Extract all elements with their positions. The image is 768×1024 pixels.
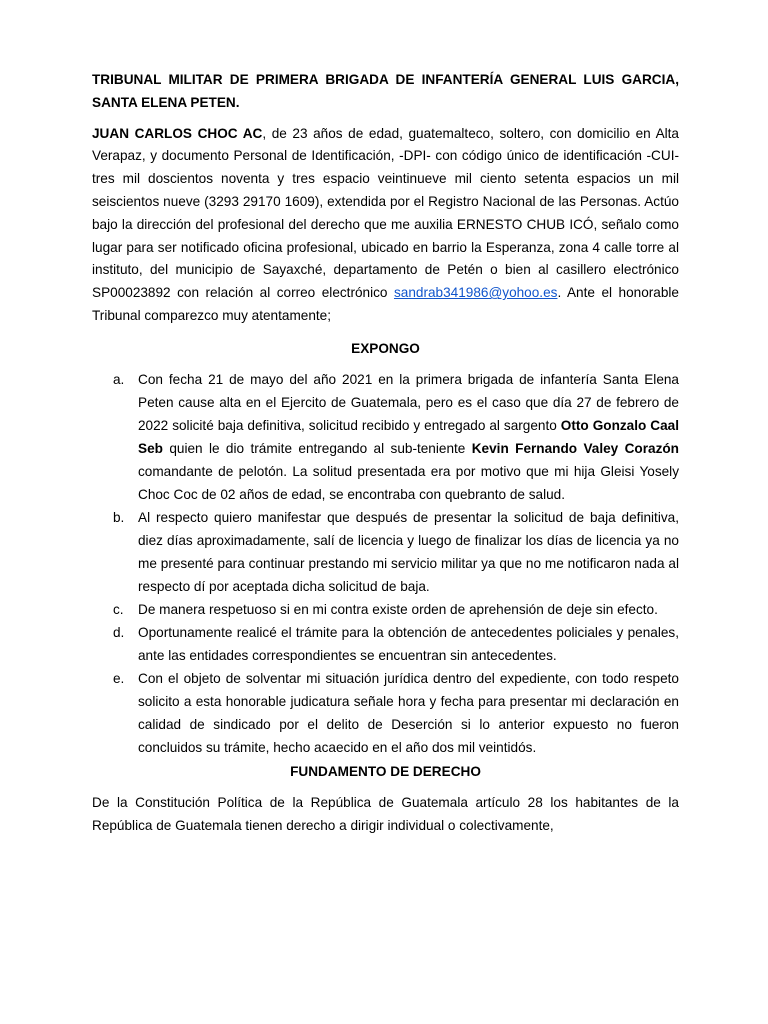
intro-paragraph — [92, 123, 679, 328]
section-heading-fundamento: FUNDAMENTO DE DERECHO — [290, 763, 481, 779]
email-link[interactable]: sandrab341986@yohoo.es — [393, 285, 558, 301]
document-title: TRIBUNAL MILITAR DE PRIMERA BRIGADA DE INFANTERÍA GENERAL LUIS GARCIA, SANTA ELENA PETEN. — [92, 72, 679, 110]
list-marker: e. — [113, 670, 125, 686]
list-item — [92, 621, 679, 667]
point-d-text: Oportunamente realicé el trámite para la obtención de antecedentes policiales y penales, ante las entidades correspondientes se encuentran sin antecedentes. — [138, 624, 679, 663]
point-c-text: De manera respetuoso si en mi contra existe orden de aprehensión de deje sin efecto. — [138, 601, 658, 617]
list-marker: c. — [113, 601, 124, 617]
list-item — [92, 598, 679, 621]
list-item — [92, 368, 679, 506]
points-list — [92, 368, 679, 759]
list-marker: a. — [113, 371, 125, 387]
intro-closing: . Ante el honorable Tribunal comparezco muy atentamente; — [92, 285, 679, 323]
section-heading-expongo: EXPONGO — [351, 340, 420, 356]
sergeant-name: Otto Gonzalo Caal Seb — [138, 417, 679, 456]
point-b-text: Al respecto quiero manifestar que después de presentar la solicitud de baja definitiva, diez días aproximadamente, salí de licencia y luego de finalizar los días de licencia ya no me presenté para continuar prestando mi servicio militar ya que no me notificaron nada al respecto dí por aceptada dicha solicitud de baja. — [138, 509, 679, 594]
list-item — [92, 667, 679, 759]
point-a-text-3: comandante de pelotón. La solitud presentada era por motivo que mi hija Gleisi Yosely Choc Coc de 02 años de edad, se encontraba con quebranto de salud. — [138, 463, 679, 502]
point-a-text: Con fecha 21 de mayo del año 2021 en la primera brigada de infantería Santa Elena Peten cause alta en el Ejercito de Guatemala, pero es el caso que día 27 de febrero de 2022 solicité baja definitiva, solicitud recibido y entregado al sargento — [138, 371, 679, 433]
fundamento-paragraph: De la Constitución Política de la República de Guatemala artículo 28 los habitantes de la República de Guatemala tienen derecho a dirigir individual o colectivamente, — [92, 795, 679, 834]
point-a-text-2: quien le dio trámite entregando al sub-teniente — [162, 440, 472, 456]
list-item — [92, 506, 679, 598]
petitioner-name: JUAN CARLOS CHOC AC — [92, 125, 263, 141]
lieutenant-name: Kevin Fernando Valey Corazón — [471, 440, 679, 456]
list-marker: d. — [113, 624, 125, 640]
document-body — [92, 69, 679, 838]
point-e-text: Con el objeto de solventar mi situación jurídica dentro del expediente, con todo respeto solicito a esta honorable judicatura señale hora y fecha para presentar mi declaración en calidad de sindicado por el delito de Deserción si lo anterior expuesto no fueron concluidos su trámite, hecho acaecido en el año dos mil veintidós. — [138, 670, 679, 755]
intro-text: , de 23 años de edad, guatemalteco, soltero, con domicilio en Alta Verapaz, y documento Personal de Identificación, -DPI- con código único de identificación -CUI- tres mil doscientos noventa y tres espacio veintinueve mil ciento setenta espacios un mil seiscientos nueve (3293 29170 1609), extendida por el Registro Nacional de las Personas. Actúo bajo la dirección del profesional del derecho que me auxilia ERNESTO CHUB ICÓ, señalo como lugar para ser notificado oficina profesional, ubicado en barrio la Esperanza, zona 4 calle torre al instituto, del municipio de Sayaxché, departamento de Petén o bien al casillero electrónico SP00023892 con relación al correo electrónico — [92, 125, 679, 301]
list-marker: b. — [113, 509, 125, 525]
